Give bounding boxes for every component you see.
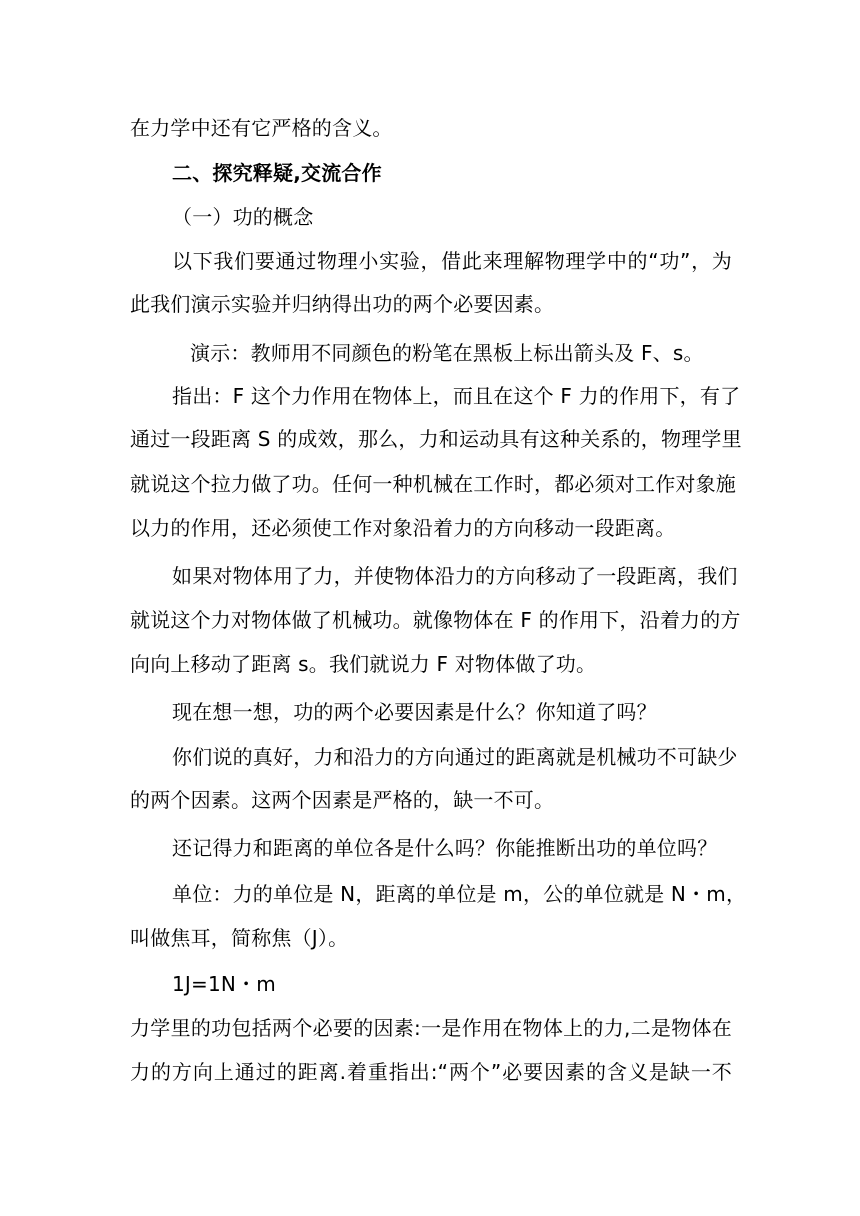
section-heading: 二、探究释疑,交流合作 [172, 161, 382, 185]
paragraph-line: 向向上移动了距离 s。我们就说力 F 对物体做了功。 [130, 652, 597, 676]
paragraph-line: 叫做焦耳，简称焦（J）。 [130, 926, 349, 950]
paragraph-line: 指出：F 这个力作用在物体上，而且在这个 F 力的作用下，有了 [172, 384, 741, 408]
paragraph-line: 还记得力和距离的单位各是什么吗？你能推断出功的单位吗？ [172, 836, 718, 860]
subsection-heading: （一）功的概念 [172, 205, 314, 229]
paragraph-line: 如果对物体用了力，并使物体沿力的方向移动了一段距离，我们 [172, 564, 738, 588]
paragraph-line: 就说这个力对物体做了机械功。就像物体在 F 的作用下，沿着力的方 [130, 608, 741, 632]
paragraph-line: 在力学中还有它严格的含义。 [130, 116, 393, 140]
paragraph-line: 现在想一想，功的两个必要因素是什么？你知道了吗？ [172, 700, 657, 724]
paragraph-line: 演示：教师用不同颜色的粉笔在黑板上标出箭头及 F、s。 [190, 341, 704, 365]
paragraph-line: 以下我们要通过物理小实验，借此来理解物理学中的“功”，为 [172, 249, 732, 273]
paragraph-line: 就说这个拉力做了功。任何一种机械在工作时，都必须对工作对象施 [130, 472, 736, 496]
paragraph-line: 通过一段距离 S 的成效，那么，力和运动具有这种关系的，物理学里 [130, 427, 742, 451]
formula-line: 1J=1N・m [172, 972, 276, 996]
paragraph-line: 此我们演示实验并归纳得出功的两个必要因素。 [130, 292, 555, 316]
paragraph-line: 你们说的真好，力和沿力的方向通过的距离就是机械功不可缺少 [172, 745, 738, 769]
paragraph-line: 力学里的功包括两个必要的因素:一是作用在物体上的力,二是物体在 [130, 1016, 732, 1040]
paragraph-line: 力的方向上通过的距离.着重指出:“两个”必要因素的含义是缺一不 [130, 1060, 732, 1084]
paragraph-line: 的两个因素。这两个因素是严格的，缺一不可。 [130, 788, 555, 812]
paragraph-line: 单位：力的单位是 N，距离的单位是 m，公的单位就是 N・m， [172, 882, 747, 906]
paragraph-line: 以力的作用，还必须使工作对象沿着力的方向移动一段距离。 [130, 516, 676, 540]
